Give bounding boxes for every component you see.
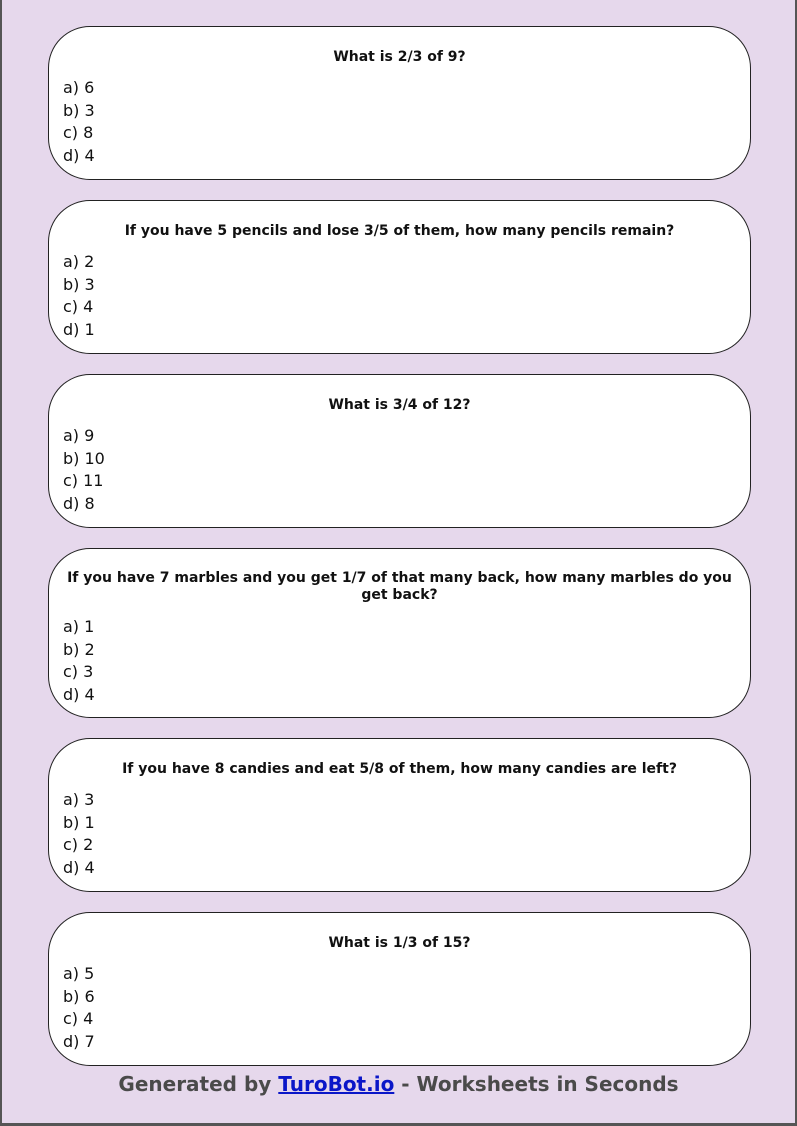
question-text: What is 1/3 of 15? [328,935,471,951]
question-text: If you have 5 pencils and lose 3/5 of them, how many pencils remain? [124,223,675,239]
option-c: c) 4 [63,297,94,317]
option-b: b) 6 [63,986,95,1006]
footer-suffix: - Worksheets in Seconds [394,1072,679,1096]
question-card-1 [48,26,751,180]
question-card-5 [48,738,751,892]
option-c: c) 2 [63,835,94,855]
option-a: a) 1 [63,617,95,636]
option-c: c) 4 [63,1009,94,1029]
turobot-link[interactable]: TuroBot.io [278,1072,395,1096]
question-card-3 [48,374,751,528]
answer-options [63,789,95,879]
option-d: d) 4 [63,684,95,704]
option-a: a) 5 [63,964,95,983]
option-b: b) 1 [63,812,95,832]
answer-options [63,425,105,515]
option-d: d) 8 [63,493,95,513]
answer-options [63,251,95,341]
question-text: If you have 7 marbles and you get 1/7 of that many back, how many marbles do you get back? [67,570,732,603]
option-a: a) 3 [63,790,95,809]
question-text: What is 2/3 of 9? [333,49,466,65]
question-card-6 [48,912,751,1066]
question-text: What is 3/4 of 12? [328,397,471,413]
option-c: c) 3 [63,662,94,682]
option-b: b) 10 [63,448,105,468]
option-a: a) 9 [63,426,95,445]
option-a: a) 2 [63,252,95,271]
option-b: b) 3 [63,100,95,120]
footer-prefix: Generated by [118,1072,279,1096]
question-card-2 [48,200,751,354]
answer-options [63,963,95,1053]
option-d: d) 4 [63,857,95,877]
option-c: c) 8 [63,123,94,143]
question-card-4 [48,548,751,718]
option-d: d) 7 [63,1031,95,1051]
question-text: If you have 8 candies and eat 5/8 of them, how many candies are left? [122,761,677,777]
option-d: d) 1 [63,319,95,339]
option-c: c) 11 [63,471,104,491]
answer-options [63,616,95,706]
footer-credit [2,1072,795,1096]
option-a: a) 6 [63,78,95,97]
option-d: d) 4 [63,145,95,165]
answer-options [63,77,95,167]
option-b: b) 3 [63,274,95,294]
option-b: b) 2 [63,639,95,659]
